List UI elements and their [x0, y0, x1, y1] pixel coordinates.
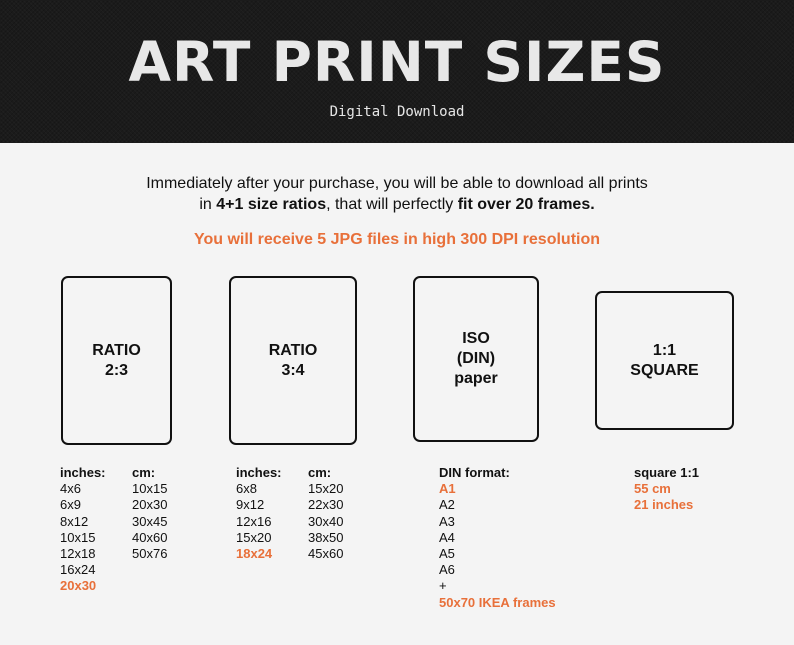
list-item-highlight: 21 inches — [634, 497, 694, 513]
list-header: cm: — [132, 465, 156, 480]
frame-label-line: 2:3 — [104, 361, 129, 379]
square-list — [634, 465, 699, 514]
frame-label-line: SQUARE — [630, 361, 699, 379]
list-header: square 1:1 — [634, 465, 700, 480]
list-item: 12x16 — [236, 513, 272, 529]
list-header: cm: — [308, 465, 332, 480]
frame-label-line: 3:4 — [281, 361, 305, 379]
frame-label-line: ISO — [462, 330, 490, 347]
list-item: 10x15 — [60, 529, 96, 545]
intro-line-2-mid: , that will perfectly — [326, 196, 458, 213]
list-item: 6x8 — [236, 481, 257, 497]
list-item: 15x20 — [308, 481, 344, 497]
list-item: 45x60 — [308, 546, 344, 562]
list-item: 50x76 — [132, 546, 168, 562]
list-item-highlight: A1 — [439, 481, 456, 497]
list-header: inches: — [236, 465, 282, 480]
intro-line-1: Immediately after your purchase, you will be able to download all prints — [146, 175, 648, 192]
list-item: A2 — [439, 497, 455, 513]
frame-iso-din — [413, 276, 539, 442]
list-item: 30x45 — [132, 513, 168, 529]
list-item: 12x18 — [60, 546, 96, 562]
frame-label-line: RATIO — [268, 341, 318, 359]
list-item: 6x9 — [60, 497, 81, 513]
frame-label-line: (DIN) — [456, 350, 496, 367]
intro-fit-frames: fit over 20 frames. — [457, 196, 595, 213]
list-item: 9x12 — [236, 497, 265, 513]
ratio-3-4-inches-list — [236, 465, 282, 562]
list-item: A4 — [439, 529, 455, 545]
list-item: 10x15 — [132, 481, 168, 497]
header-banner — [0, 0, 794, 143]
list-item-highlight: 50x70 IKEA frames — [439, 594, 556, 610]
list-item: 20x30 — [132, 497, 168, 513]
list-item-highlight: 55 cm — [634, 481, 671, 497]
ratio-2-3-inches-list — [60, 465, 106, 595]
list-item: 40x60 — [132, 529, 168, 545]
list-item: 16x24 — [60, 562, 96, 578]
din-format-list — [439, 465, 556, 611]
resolution-highlight: You will receive 5 JPG files in high 300 DPI resolution — [193, 231, 601, 248]
list-item: A3 — [439, 513, 455, 529]
frame-label-line: 1:1 — [652, 341, 677, 359]
intro-line-2 — [0, 194, 794, 215]
frame-square — [595, 291, 734, 430]
ratio-2-3-cm-list — [132, 465, 167, 562]
page-title: ART PRINT SIZES — [128, 30, 666, 94]
page-subtitle: Digital Download — [329, 104, 465, 120]
frame-label-line: paper — [454, 370, 498, 387]
list-item: 22x30 — [308, 497, 344, 513]
intro-text — [0, 173, 794, 215]
list-item: 30x40 — [308, 513, 344, 529]
frame-label-line: RATIO — [92, 341, 141, 359]
list-item: 4x6 — [60, 481, 81, 497]
list-item: + — [439, 578, 447, 594]
frame-ratio-2-3 — [61, 276, 172, 445]
list-item: 15x20 — [236, 529, 272, 545]
frame-ratio-3-4 — [229, 276, 357, 445]
list-item: A6 — [439, 562, 455, 578]
list-header: DIN format: — [439, 465, 510, 480]
list-item-highlight: 18x24 — [236, 546, 273, 562]
list-item: 38x50 — [308, 529, 344, 545]
list-item: A5 — [439, 546, 455, 562]
ratio-3-4-cm-list — [308, 465, 343, 562]
list-header: inches: — [60, 465, 106, 480]
list-item: 8x12 — [60, 513, 89, 529]
intro-size-ratios: 4+1 size ratios — [216, 196, 327, 213]
list-item-highlight: 20x30 — [60, 578, 97, 594]
intro-line-2-pre: in — [199, 196, 217, 213]
